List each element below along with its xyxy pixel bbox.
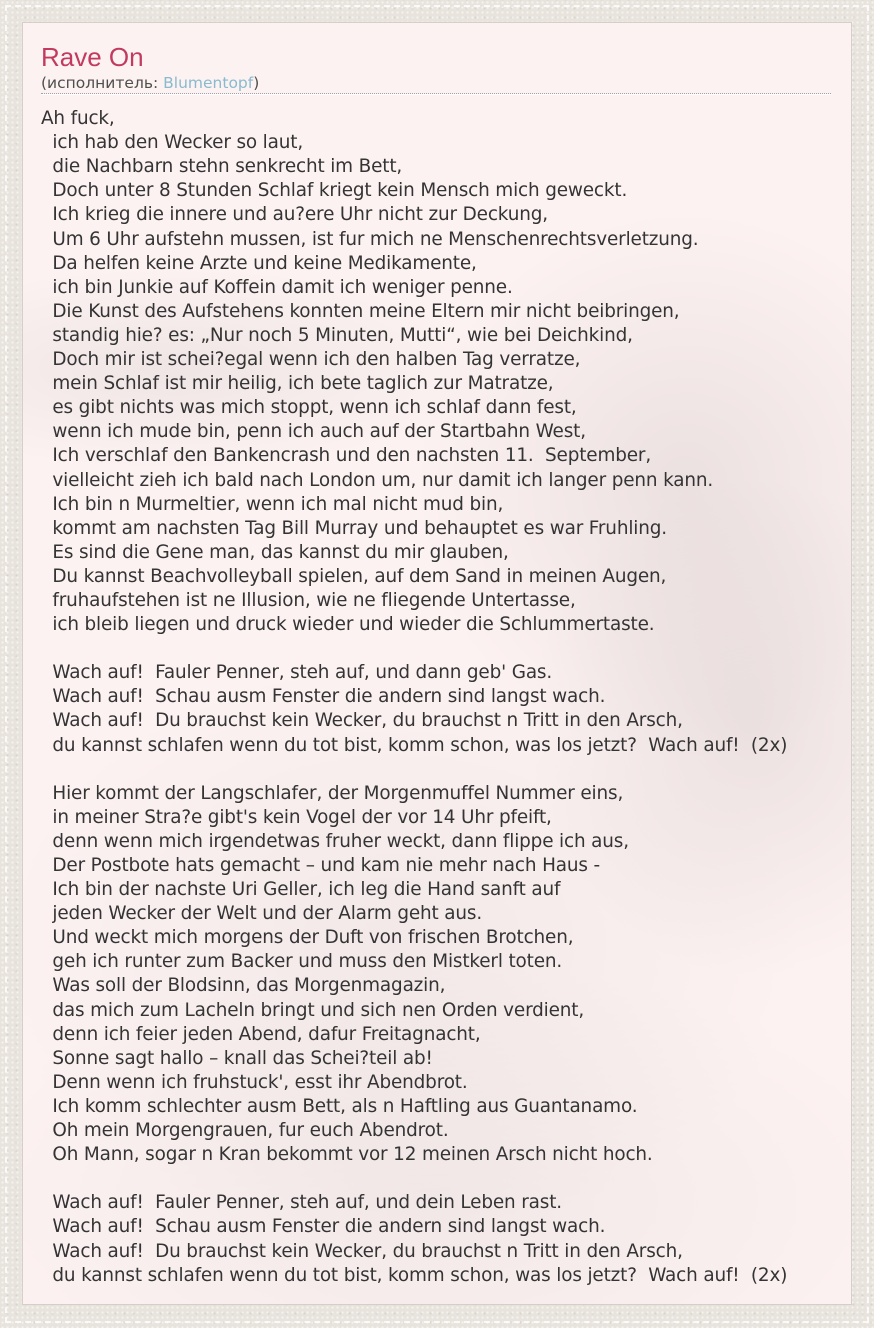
lyrics-line: Was soll der Blodsinn, das Morgenmagazin,	[41, 975, 446, 997]
lyrics-line: jeden Wecker der Welt und der Alarm geht aus.	[41, 903, 483, 925]
lyrics-line: geh ich runter zum Backer und muss den Mistkerl toten.	[41, 951, 563, 973]
lyrics-line: Wach auf! Schau ausm Fenster die andern sind langst wach.	[41, 1216, 606, 1238]
lyrics-line: standig hie? es: „Nur noch 5 Minuten, Mutti“, wie bei Deichkind,	[41, 324, 633, 346]
artist-link[interactable]: Blumentopf	[163, 74, 254, 93]
lyrics-line: Wach auf! Fauler Penner, steh auf, und dein Leben rast.	[41, 1192, 562, 1214]
lyrics-line: es gibt nichts was mich stoppt, wenn ich schlaf dann fest,	[41, 397, 577, 419]
lyrics-line: mein Schlaf ist mir heilig, ich bete taglich zur Matratze,	[41, 373, 554, 395]
lyrics-line: vielleicht zieh ich bald nach London um, nur damit ich langer penn kann.	[41, 469, 714, 491]
lyrics-line: Doch unter 8 Stunden Schlaf kriegt kein Mensch mich geweckt.	[41, 180, 628, 202]
lyrics-line: Hier kommt der Langschlafer, der Morgenmuffel Nummer eins,	[41, 782, 624, 804]
stanza	[41, 107, 829, 637]
lyrics-line: Ich verschlaf den Bankencrash und den nachsten 11. September,	[41, 445, 652, 467]
lyrics-line: Um 6 Uhr aufstehn mussen, ist fur mich ne Menschenrechtsverletzung.	[41, 228, 699, 250]
lyrics-line: ich hab den Wecker so laut,	[41, 132, 304, 154]
lyrics-line: kommt am nachsten Tag Bill Murray und behauptet es war Fruhling.	[41, 517, 667, 539]
lyrics-line: Wach auf! Du brauchst kein Wecker, du brauchst n Tritt in den Arsch,	[41, 710, 683, 732]
lyrics-line: Oh Mann, sogar n Kran bekommt vor 12 meinen Arsch nicht hoch.	[41, 1144, 653, 1166]
lyrics-line: das mich zum Lacheln bringt und sich nen Orden verdient,	[41, 999, 585, 1021]
lyrics-line: ich bleib liegen und druck wieder und wieder die Schlummertaste.	[41, 614, 655, 636]
lyrics-line: Ich bin der nachste Uri Geller, ich leg die Hand sanft auf	[41, 879, 561, 901]
lyrics-line: Du kannst Beachvolleyball spielen, auf dem Sand in meinen Augen,	[41, 565, 667, 587]
lyrics-line: Und weckt mich morgens der Duft von frischen Brotchen,	[41, 927, 574, 949]
lyrics-line: Ah fuck,	[41, 108, 115, 130]
stanza	[41, 661, 829, 757]
lyrics-card	[22, 22, 852, 1305]
lyrics-line: Es sind die Gene man, das kannst du mir glauben,	[41, 541, 509, 563]
lyrics-line: die Nachbarn stehn senkrecht im Bett,	[41, 156, 403, 178]
lyrics-line: fruhaufstehen ist ne Illusion, wie ne fliegende Untertasse,	[41, 589, 576, 611]
separator-dotted-line	[41, 93, 831, 94]
lyrics-line: ich bin Junkie auf Koffein damit ich weniger penne.	[41, 276, 513, 298]
lyrics-line: in meiner Stra?e gibt's kein Vogel der vor 14 Uhr pfeift,	[41, 806, 552, 828]
page-title: Rave On	[41, 42, 144, 72]
stanza	[41, 1191, 829, 1287]
lyrics-line: du kannst schlafen wenn du tot bist, komm schon, was los jetzt? Wach auf! (2x)	[41, 734, 788, 756]
lyrics-line: Da helfen keine Arzte und keine Medikamente,	[41, 252, 477, 274]
lyrics-line: Wach auf! Du brauchst kein Wecker, du brauchst n Tritt in den Arsch,	[41, 1240, 683, 1262]
lyrics-line: wenn ich mude bin, penn ich auch auf der Startbahn West,	[41, 421, 586, 443]
lyrics-line: Ich krieg die innere und au?ere Uhr nicht zur Deckung,	[41, 204, 548, 226]
lyrics-line: Die Kunst des Aufstehens konnten meine Eltern mir nicht beibringen,	[41, 300, 680, 322]
lyrics-line: denn wenn mich irgendetwas fruher weckt, dann flippe ich aus,	[41, 830, 629, 852]
artist-label-suffix: )	[253, 74, 260, 93]
artist-label-prefix: (исполнитель:	[41, 74, 164, 93]
lyrics-line: Doch mir ist schei?egal wenn ich den halben Tag verratze,	[41, 349, 581, 371]
lyrics-line: Oh mein Morgengrauen, fur euch Abendrot.	[41, 1120, 449, 1142]
lyrics-line: Ich komm schlechter ausm Bett, als n Haftling aus Guantanamo.	[41, 1095, 638, 1117]
lyrics	[41, 107, 829, 1288]
lyrics-line: Denn wenn ich fruhstuck', esst ihr Abendbrot.	[41, 1071, 468, 1093]
lyrics-line: du kannst schlafen wenn du tot bist, komm schon, was los jetzt? Wach auf! (2x)	[41, 1264, 788, 1286]
artist-line	[41, 74, 829, 92]
lyrics-line: Ich bin n Murmeltier, wenn ich mal nicht mud bin,	[41, 493, 504, 515]
lyrics-line: Wach auf! Schau ausm Fenster die andern sind langst wach.	[41, 686, 606, 708]
stanza	[41, 782, 829, 1168]
lyrics-line: Der Postbote hats gemacht – und kam nie mehr nach Haus -	[41, 855, 601, 877]
lyrics-line: Wach auf! Fauler Penner, steh auf, und dann geb' Gas.	[41, 662, 553, 684]
lyrics-line: denn ich feier jeden Abend, dafur Freitagnacht,	[41, 1023, 481, 1045]
lyrics-line: Sonne sagt hallo – knall das Schei?teil ab!	[41, 1047, 433, 1069]
